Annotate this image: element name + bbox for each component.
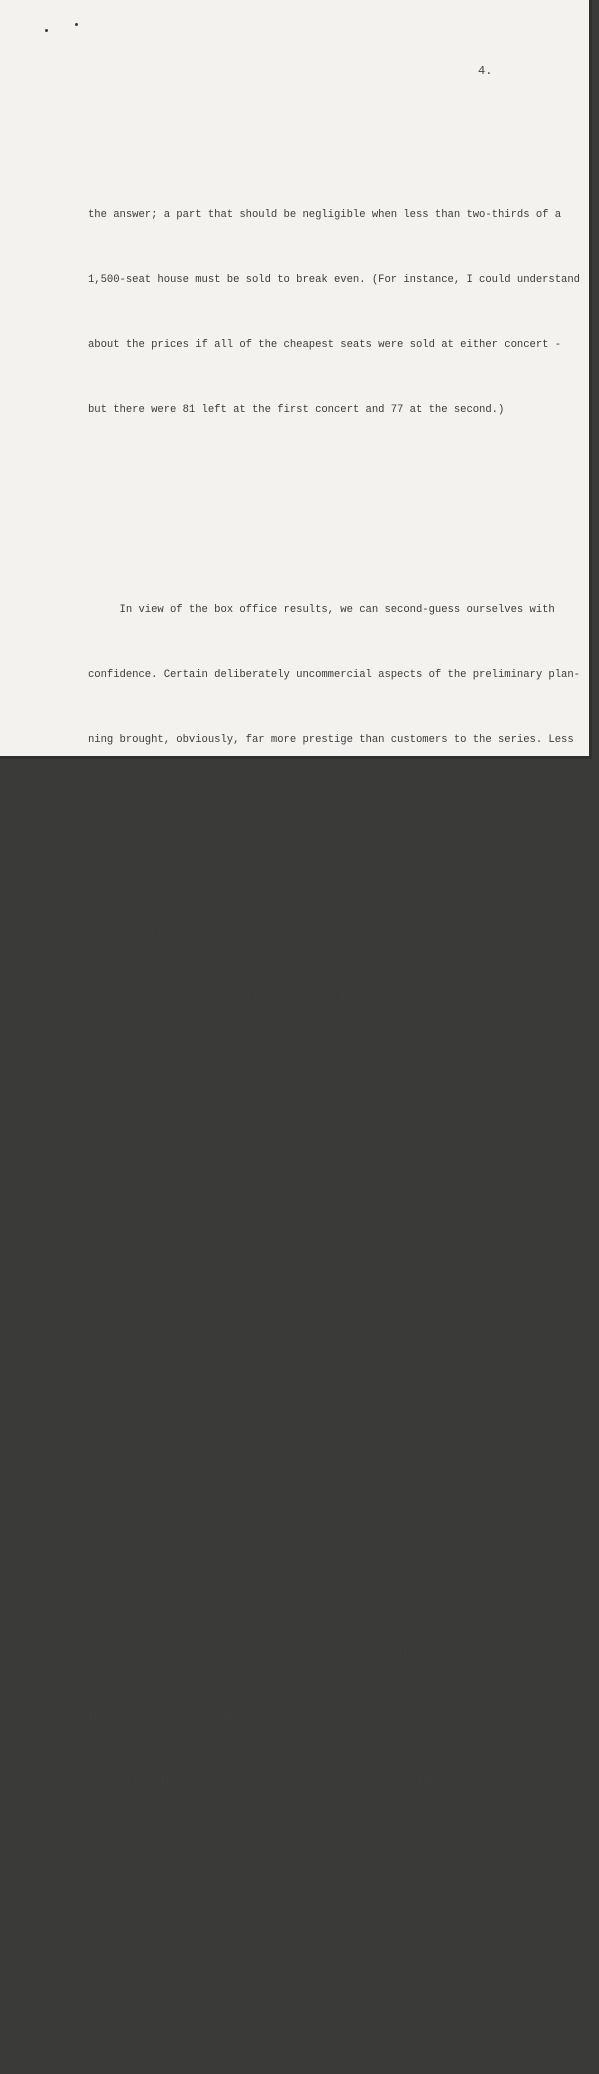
text-line: and contemporary music fan are often the same person. (88, 1970, 423, 1983)
text-line: are ready for "Music For Moderns." In records, it has long been obvious that (88, 1840, 568, 1853)
paper-speck (45, 29, 48, 32)
text-line: switch from giving everybody on the series equal billing (to symbolize the pur- (88, 1122, 587, 1135)
paragraph (88, 557, 599, 1442)
page-number: 4. (478, 64, 493, 78)
text-line: under any circumstances afford huge display ads, was adequate, but less dignity (88, 992, 587, 1005)
text-line: and more corner-cutting elsewhere would have yielded an extra ad or two. The (88, 1057, 568, 1070)
text-line: the answer; a part that should be negligible when less than two-thirds of a (88, 209, 562, 222)
text-line: instead of when we learned our lesson - after the first concert. True, the "tone" (88, 1251, 599, 1264)
text-line: ning brought, obviously, far more prestige than customers to the series. Less (88, 733, 574, 746)
text-line: about the prices if all of the cheapest seats were sold at either concert - (88, 338, 562, 351)
text-line: The most valid of the standard reasons advanced by sympathetic friends (88, 1581, 562, 1594)
text-line: is that the idea is too new, although here again it is abundantly clear that (88, 1646, 568, 1659)
text-line: attractive, more brazen circulars would have "sold" more and been cheaper; (88, 798, 555, 811)
text-line: there are many thousands of people is New York whose buying patterns in other (88, 1711, 574, 1724)
text-line: the serious jazz customer and the discerning classical (very little 19th Century) (88, 1905, 599, 1918)
text-line: postage money for a blue ribbon mailing list could have been diverted to spot (88, 863, 574, 876)
paragraph-gap (88, 508, 538, 514)
text-line: 1,500-seat house must be sold to break even. (For instance, I could understand (88, 274, 580, 287)
text-line: confidence. Certain deliberately uncommercial aspects of the preliminary plan- (88, 668, 580, 681)
text-line: but there were 81 left at the first concert and 77 at the second.) (88, 403, 505, 416)
text-line: announcements with jazz disc jockeys. Newspaper advertising, since we cannot (88, 927, 568, 940)
text-line: of the series would have suffered, but not too much, and our checkbook might (88, 1316, 568, 1329)
text-line: (but related)fields, such as records, theatre, and films, indicates that they (88, 1776, 574, 1789)
text-line: not have had to cringe the way it does now when we reach for it. (88, 1381, 492, 1394)
paragraph (88, 1535, 599, 2032)
text-line: In view of the box office results, we can second-guess ourselves with (88, 604, 555, 617)
paragraph (88, 162, 580, 464)
paragraph-gap (88, 1485, 538, 1491)
document-body (88, 119, 599, 2074)
paper-speck (75, 23, 78, 26)
text-line: pose of the series) should have taken place immediately after the first ads, (88, 1187, 568, 1200)
